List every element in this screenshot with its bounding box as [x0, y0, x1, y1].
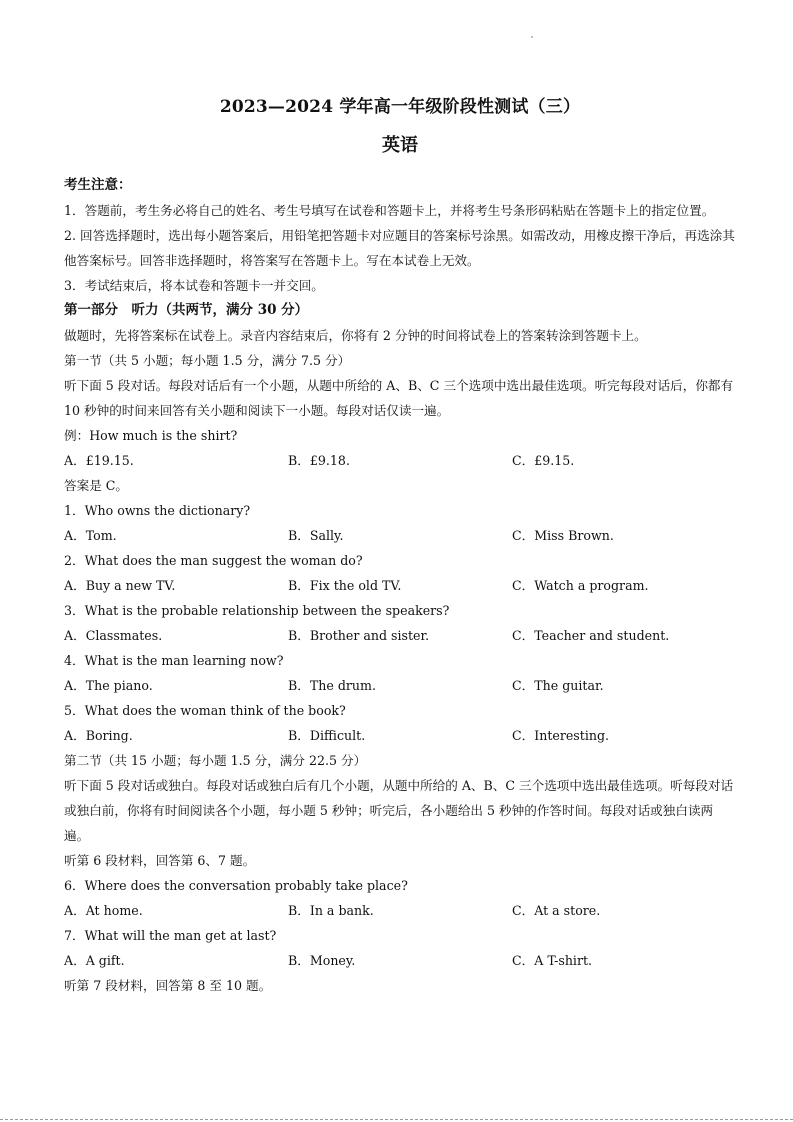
question-4: 4．What is the man learning now?	[64, 653, 284, 668]
question-7-options	[64, 948, 736, 973]
option-a: A．£19.15.	[64, 453, 134, 468]
question-3: 3．What is the probable relationship between the speakers?	[64, 603, 450, 618]
section1-heading: 第一节（共 5 小题；每小题 1.5 分，满分 7.5 分）	[64, 353, 351, 368]
option-a: A．Boring.	[64, 728, 133, 743]
option-b: B．£9.18.	[288, 453, 350, 468]
question-1-options	[64, 523, 736, 548]
option-c: C．Miss Brown.	[512, 528, 614, 543]
question-2-options	[64, 573, 736, 598]
question-5: 5．What does the woman think of the book?	[64, 703, 346, 718]
question-6: 6．Where does the conversation probably take place?	[64, 878, 408, 893]
option-a: A．Classmates.	[64, 628, 163, 643]
notice-item-1: 1．答题前，考生务必将自己的姓名、考生号填写在试卷和答题卡上，并将考生号条形码粘贴在答题卡上的指定位置。	[64, 203, 715, 218]
question-6-options	[64, 898, 736, 923]
section2-instructions: 听下面 5 段对话或独白。每段对话或独白后有几个小题，从题中所给的 A、B、C 三个选项中选出最佳选项。听每段对话或独白前，你将有时间阅读各个小题，每小题 5 秒钟；听完后，各小题给出 5 秒钟的作答时间。每段对话或独白读两遍。	[64, 778, 734, 843]
option-c: C．A T-shirt.	[512, 953, 593, 968]
notice-item-2: 2. 回答选择题时，选出每小题答案后，用铅笔把答题卡对应题目的答案标号涂黑。如需改动，用橡皮擦干净后，再选涂其他答案标号。回答非选择题时，将答案写在答题卡上。写在本试卷上无效。	[64, 228, 735, 268]
example-question: 例：How much is the shirt?	[64, 428, 238, 443]
exam-title: 2023—2024 学年高一年级阶段性测试（三）	[219, 97, 581, 117]
subject-title: 英语	[382, 135, 418, 156]
part1-heading: 第一部分 听力（共两节，满分 30 分）	[64, 302, 309, 318]
option-a: A．A gift.	[64, 953, 125, 968]
option-c: C．Interesting.	[512, 728, 610, 743]
section2-heading: 第二节（共 15 小题；每小题 1.5 分，满分 22.5 分）	[64, 753, 367, 768]
option-c: C．At a store.	[512, 903, 601, 918]
option-c: C．Teacher and student.	[512, 628, 670, 643]
section1-instructions: 听下面 5 段对话。每段对话后有一个小题，从题中所给的 A、B、C 三个选项中选出最佳选项。听完每段对话后，你都有 10 秒钟的时间来回答有关小题和阅读下一小题。每段对话仅读一遍。	[64, 378, 734, 418]
page-bottom-divider	[0, 1119, 793, 1120]
notice-heading: 考生注意：	[64, 177, 132, 193]
option-a: A．Tom.	[64, 528, 117, 543]
part1-intro: 做题时，先将答案标在试卷上。录音内容结束后，你将有 2 分钟的时间将试卷上的答案转涂到答题卡上。	[64, 328, 647, 343]
option-a: A．Buy a new TV.	[64, 578, 176, 593]
option-b: B．The drum.	[288, 678, 376, 693]
example-options	[64, 448, 736, 473]
option-b: B．Sally.	[288, 528, 344, 543]
material-6-note: 听第 6 段材料，回答第 6、7 题。	[64, 853, 256, 868]
option-c: C．Watch a program.	[512, 578, 649, 593]
question-3-options	[64, 623, 736, 648]
option-a: A．At home.	[64, 903, 143, 918]
notice-item-3: 3．考试结束后，将本试卷和答题卡一并交回。	[64, 278, 324, 293]
option-c: C．The guitar.	[512, 678, 604, 693]
material-7-note: 听第 7 段材料，回答第 8 至 10 题。	[64, 978, 272, 993]
question-1: 1．Who owns the dictionary?	[64, 503, 251, 518]
question-5-options	[64, 723, 736, 748]
option-b: B．Difficult.	[288, 728, 366, 743]
option-b: B．Brother and sister.	[288, 628, 430, 643]
option-a: A．The piano.	[64, 678, 153, 693]
question-2: 2．What does the man suggest the woman do?	[64, 553, 363, 568]
exam-body	[64, 173, 736, 998]
option-b: B．In a bank.	[288, 903, 374, 918]
option-c: C．£9.15.	[512, 453, 575, 468]
scan-dot	[531, 36, 533, 38]
option-b: B．Money.	[288, 953, 356, 968]
option-b: B．Fix the old TV.	[288, 578, 402, 593]
example-answer: 答案是 C。	[64, 478, 129, 493]
question-7: 7．What will the man get at last?	[64, 928, 277, 943]
question-4-options	[64, 673, 736, 698]
